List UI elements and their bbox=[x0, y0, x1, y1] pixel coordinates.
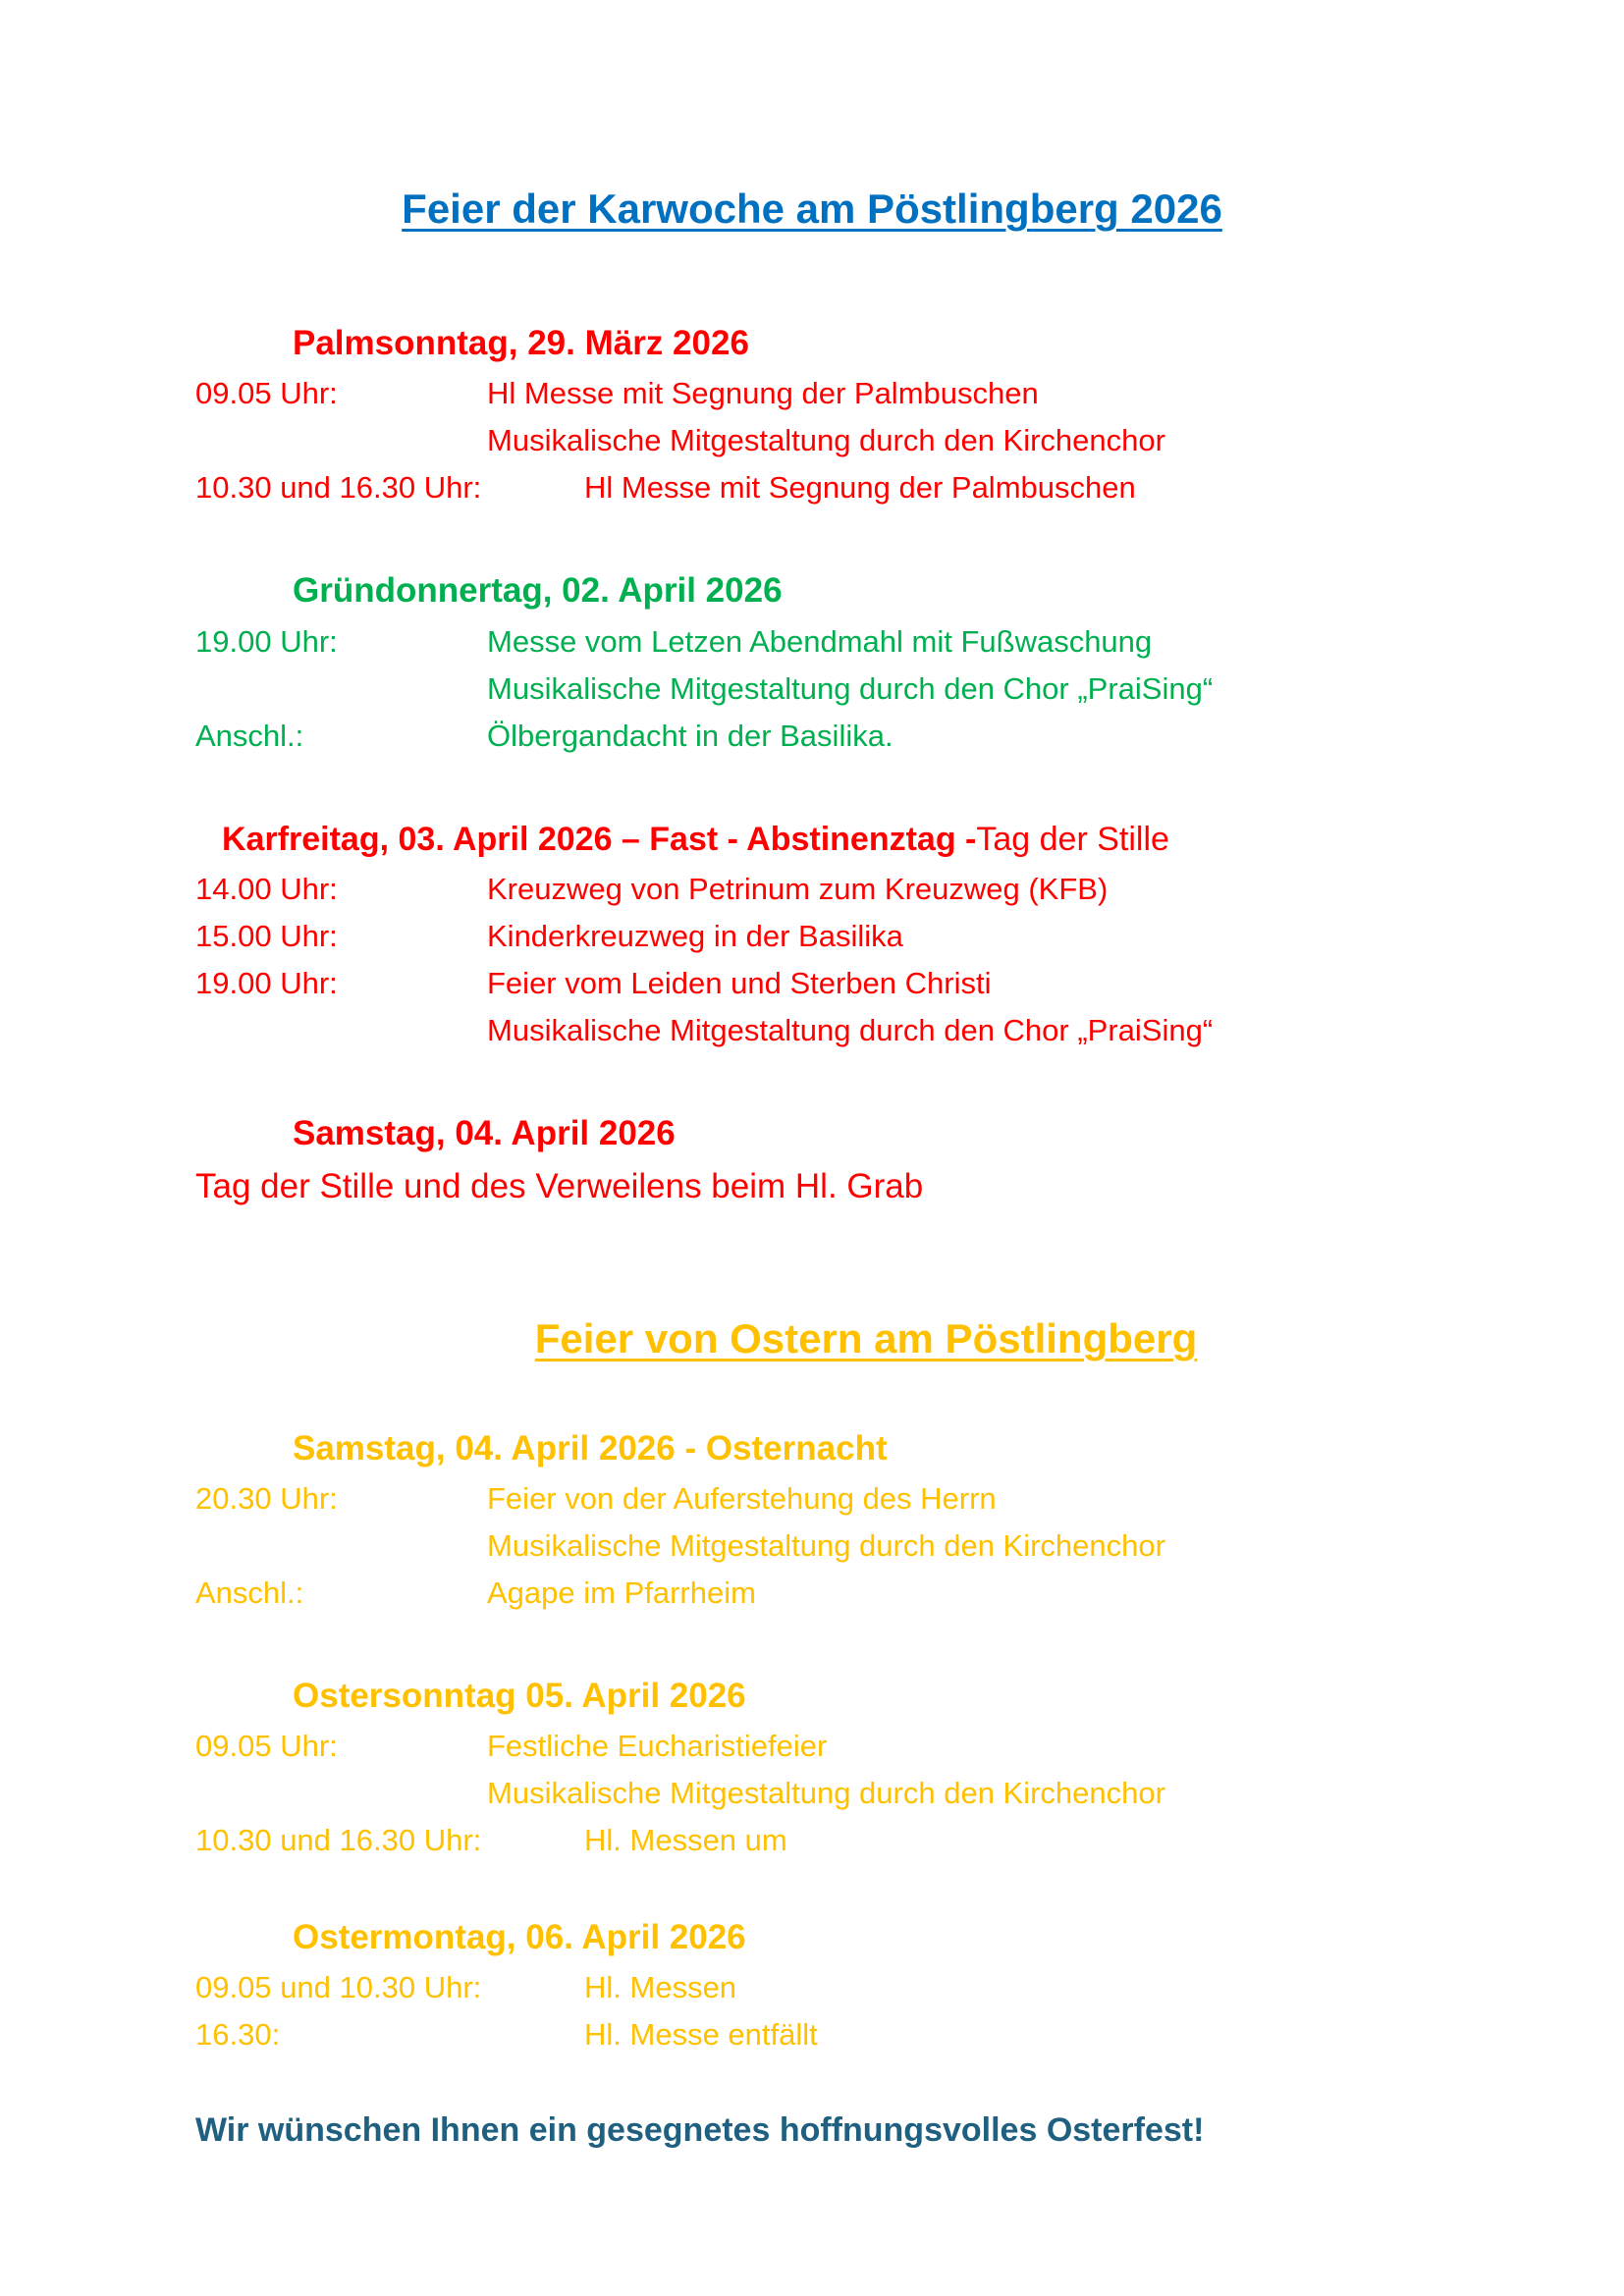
heading-gruendonnerstag: Gründonnertag, 02. April 2026 bbox=[293, 571, 783, 610]
time: 15.00 Uhr: bbox=[195, 919, 338, 953]
event: Kreuzweg von Petrinum zum Kreuzweg (KFB) bbox=[487, 872, 1109, 906]
event: Musikalische Mitgestaltung durch den Kirchenchor bbox=[487, 1528, 1165, 1563]
time: 10.30 und 16.30 Uhr: bbox=[195, 1823, 482, 1857]
title-ostern: Feier von Ostern am Pöstlingberg bbox=[534, 1315, 1198, 1362]
time: 20.30 Uhr: bbox=[195, 1481, 338, 1516]
heading-osternacht: Samstag, 04. April 2026 - Osternacht bbox=[293, 1429, 888, 1468]
event: Ölbergandacht in der Basilika. bbox=[487, 719, 893, 753]
event: Messe vom Letzen Abendmahl mit Fußwaschung bbox=[487, 624, 1153, 659]
heading-ostermontag: Ostermontag, 06. April 2026 bbox=[293, 1918, 746, 1956]
event: Musikalische Mitgestaltung durch den Chor „PraiSing“ bbox=[487, 1013, 1214, 1047]
heading-karfreitag bbox=[222, 816, 1169, 863]
event: Feier von der Auferstehung des Herrn bbox=[487, 1481, 997, 1516]
time: 09.05 und 10.30 Uhr: bbox=[195, 1970, 482, 2004]
event: Hl Messe mit Segnung der Palmbuschen bbox=[584, 470, 1136, 505]
event: Musikalische Mitgestaltung durch den Kirchenchor bbox=[487, 423, 1165, 457]
heading-karsamstag: Samstag, 04. April 2026 bbox=[293, 1114, 676, 1152]
time: 19.00 Uhr: bbox=[195, 624, 338, 659]
time: 14.00 Uhr: bbox=[195, 872, 338, 906]
event: Musikalische Mitgestaltung durch den Chor „PraiSing“ bbox=[487, 671, 1214, 706]
heading-karfreitag-normal: Tag der Stille bbox=[976, 821, 1169, 858]
time: Anschl.: bbox=[195, 719, 304, 753]
event: Festliche Eucharistiefeier bbox=[487, 1729, 828, 1763]
event: Hl. Messe entfällt bbox=[584, 2017, 818, 2052]
event: Kinderkreuzweg in der Basilika bbox=[487, 919, 903, 953]
time: 09.05 Uhr: bbox=[195, 376, 338, 410]
time: 16.30: bbox=[195, 2017, 281, 2052]
event: Hl. Messen um bbox=[584, 1823, 787, 1857]
title-karwoche: Feier der Karwoche am Pöstlingberg 2026 bbox=[402, 186, 1222, 232]
heading-palmsonntag: Palmsonntag, 29. März 2026 bbox=[293, 324, 749, 362]
time: Anschl.: bbox=[195, 1575, 304, 1610]
time: 19.00 Uhr: bbox=[195, 966, 338, 1000]
event: Musikalische Mitgestaltung durch den Kirchenchor bbox=[487, 1776, 1165, 1810]
karsamstag-text: Tag der Stille und des Verweilens beim Hl. Grab bbox=[195, 1167, 924, 1205]
event: Feier vom Leiden und Sterben Christi bbox=[487, 966, 992, 1000]
closing-greeting: Wir wünschen Ihnen ein gesegnetes hoffnungsvolles Osterfest! bbox=[195, 2111, 1205, 2149]
event: Hl Messe mit Segnung der Palmbuschen bbox=[487, 376, 1039, 410]
heading-karfreitag-bold: Karfreitag, 03. April 2026 – Fast - Abstinenztag - bbox=[222, 821, 977, 858]
event: Agape im Pfarrheim bbox=[487, 1575, 756, 1610]
event: Hl. Messen bbox=[584, 1970, 737, 2004]
heading-ostersonntag: Ostersonntag 05. April 2026 bbox=[293, 1677, 746, 1715]
time: 09.05 Uhr: bbox=[195, 1729, 338, 1763]
time: 10.30 und 16.30 Uhr: bbox=[195, 470, 482, 505]
